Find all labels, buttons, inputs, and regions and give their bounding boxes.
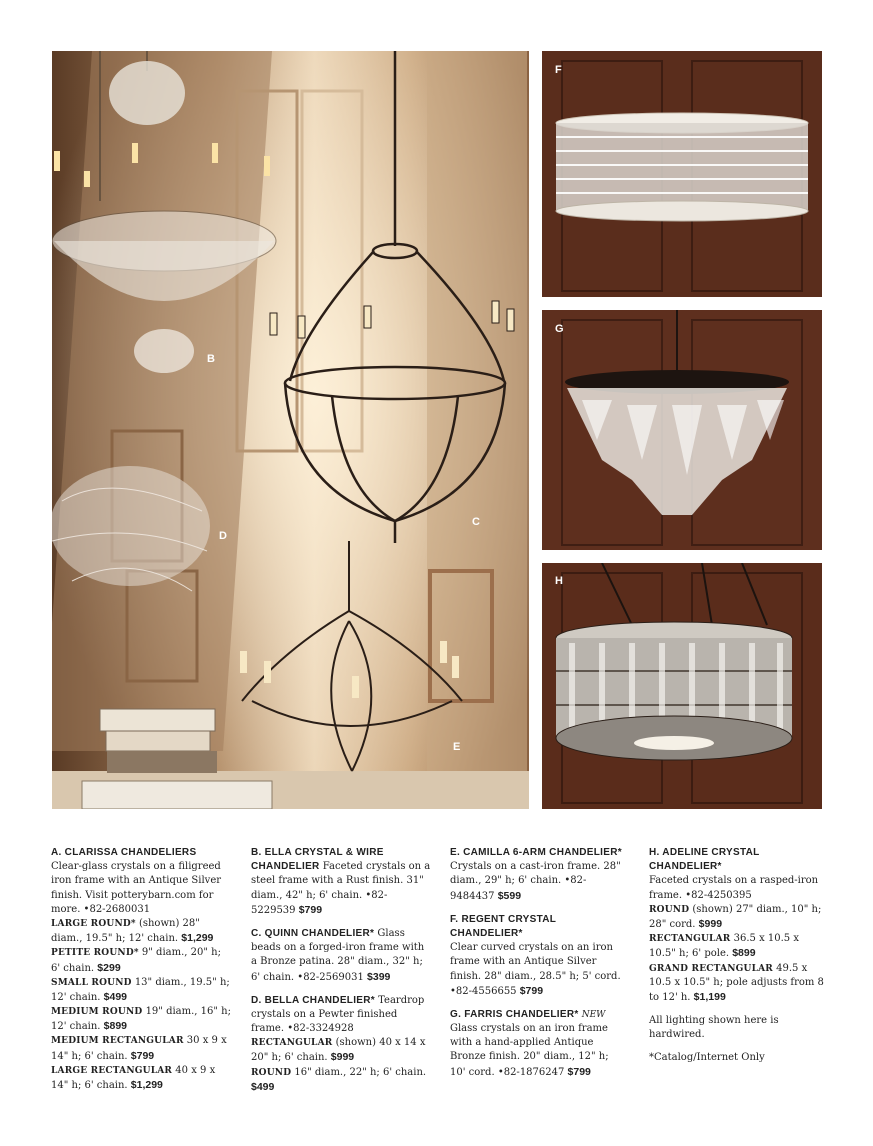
product-a-text: Clear-glass crystals on a filigreed iron frame with an Antique Silver finish. Visit potterybarn.com for more. •82-2680031	[51, 861, 222, 915]
product-a-price-2: $299	[97, 961, 121, 974]
product-d-title: D. BELLA CHANDELIER*	[251, 994, 375, 1006]
product-h-size-1: ROUND (shown) 27" diam., 10" h; 28" cord. $999	[649, 903, 822, 930]
product-d-description: D. BELLA CHANDELIER* Teardrop crystals on a Pewter finished frame. •82-3324928	[251, 994, 425, 1035]
product-f-price: $799	[519, 984, 544, 997]
photo-label-h: H	[555, 575, 563, 587]
new-badge: NEW	[581, 1009, 606, 1020]
product-a-size-5: MEDIUM RECTANGULAR 30 x 9 x 14" h; 6' chain. $799	[51, 1035, 227, 1062]
product-h-size-3: GRAND RECTANGULAR 49.5 x 10.5 x 10.5" h; pole adjusts from 8 to 12' h. $1,199	[649, 962, 824, 1003]
product-b-title: B. ELLA CRYSTAL & WIRE CHANDELIER	[251, 847, 384, 873]
photo-label-e: E	[453, 741, 461, 753]
main-chandelier-photo	[52, 51, 529, 809]
product-g-description: Glass crystals on an iron frame with a hand-applied Antique Bronze finish. 20" diam., 12" h; 10' cord. •82-1876247 $799	[450, 1023, 609, 1078]
product-h-price-3: $1,199	[693, 990, 726, 1003]
product-e-price: $599	[497, 889, 522, 902]
photo-farris-chandelier	[542, 310, 822, 550]
product-d-size-1: RECTANGULAR (shown) 40 x 14 x 20" h; 6' chain. $999	[251, 1037, 426, 1064]
product-c-price: $399	[367, 970, 391, 983]
product-d-price-2: $499	[251, 1080, 275, 1093]
product-b-description: B. ELLA CRYSTAL & WIRE CHANDELIER Faceted crystals on a steel frame with a Rust finish. 31" diam., 42" h; 6' chain. •82-5229539 $799	[251, 847, 431, 916]
product-h-description: Faceted crystals on a rasped-iron frame. •82-4250395	[649, 875, 819, 901]
product-h-column	[649, 846, 829, 1066]
catalog-only-note: *Catalog/Internet Only	[649, 1052, 765, 1064]
product-g-heading	[450, 1008, 622, 1022]
product-h-price-2: $899	[732, 947, 756, 960]
product-d-price-1: $999	[330, 1051, 355, 1064]
products-bcd-column	[251, 846, 431, 1095]
product-e-title: E. CAMILLA 6-ARM CHANDELIER*	[450, 847, 622, 858]
photo-label-c: C	[472, 516, 480, 528]
product-f-description: Clear curved crystals on an iron frame with an Antique Silver finish. 28" diam., 28.5" h; 5' cord. •82-4556655 $799	[450, 942, 621, 997]
product-h-price-1: $999	[698, 917, 723, 930]
product-a-size-1: LARGE ROUND* (shown) 28" diam., 19.5" h; 12' chain. $1,299	[51, 917, 214, 945]
product-c-title: C. QUINN CHANDELIER*	[251, 927, 375, 939]
product-h-title: H. ADELINE CRYSTAL CHANDELIER*	[649, 847, 760, 873]
product-g-title: G. FARRIS CHANDELIER*	[450, 1008, 579, 1020]
product-a-price-3: $499	[103, 990, 128, 1003]
product-e-description: Crystals on a cast-iron frame. 28" diam., 29" h; 6' chain. •82-9484437 $599	[450, 861, 621, 902]
product-g-price: $799	[567, 1065, 591, 1078]
photo-label-g: G	[555, 323, 564, 335]
product-f-title: F. REGENT CRYSTAL CHANDELIER*	[450, 913, 557, 939]
products-efg-column	[450, 846, 622, 1080]
product-a-price-6: $1,299	[130, 1079, 163, 1091]
product-a-price-4: $899	[103, 1020, 128, 1033]
photo-label-f: F	[555, 64, 562, 76]
product-a-size-2: PETITE ROUND* 9" diam., 20" h; 6' chain. $299	[51, 947, 221, 974]
product-h-size-2: RECTANGULAR 36.5 x 10.5 x 10.5" h; 6' pole. $899	[649, 933, 799, 960]
product-a-size-4: MEDIUM ROUND 19" diam., 16" h; 12' chain. $899	[51, 1006, 231, 1033]
product-a-size-6: LARGE RECTANGULAR 40 x 9 x 14" h; 6' chain. $1,299	[51, 1064, 216, 1091]
product-d-size-2: ROUND 16" diam., 22" h; 6' chain. $499	[251, 1066, 427, 1093]
hardwired-note: All lighting shown here is hardwired.	[649, 1015, 779, 1041]
product-a-price-5: $799	[130, 1049, 155, 1062]
product-b-price: $799	[298, 903, 323, 916]
product-a-size-3: SMALL ROUND 13" diam., 19.5" h; 12' chain. $499	[51, 976, 230, 1003]
photo-label-b: B	[207, 353, 215, 365]
photo-label-d: D	[219, 530, 227, 542]
product-a-price-1: $1,299	[181, 932, 214, 945]
photo-adeline-chandelier	[542, 563, 822, 809]
product-a-description	[51, 846, 231, 1093]
product-a-title: A. CLARISSA CHANDELIERS	[51, 847, 197, 858]
photo-regent-chandelier	[542, 51, 822, 297]
product-c-description: C. QUINN CHANDELIER* Glass beads on a forged-iron frame with a Bronze patina. 28" diam., 32" h; 6' chain. •82-2569031 $399	[251, 927, 425, 983]
